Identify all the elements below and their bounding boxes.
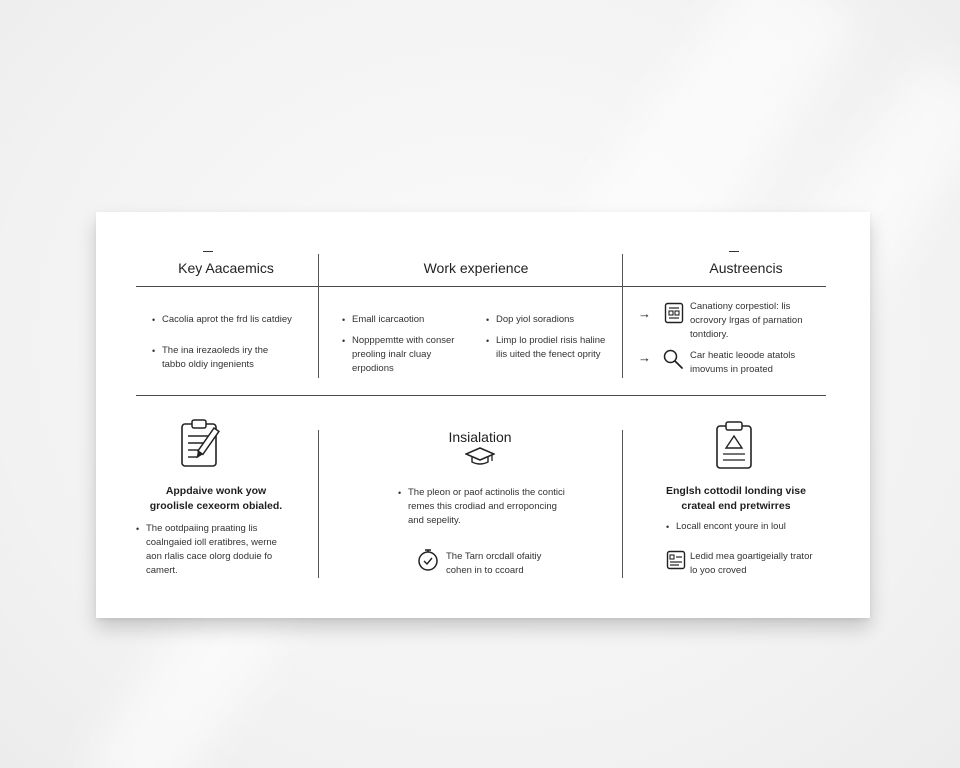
arrow-right-icon: → (638, 350, 651, 365)
column-divider (318, 430, 319, 578)
graduation-cap-icon (465, 446, 495, 471)
magnifier-icon (662, 348, 684, 375)
stopwatch-icon (416, 548, 440, 577)
list-item: • Nopppemtte with conser preoling inalr cluay erpodions (352, 334, 462, 376)
section-title: Insialation (448, 429, 512, 445)
column-title-left: Key Aacaemics (178, 260, 274, 276)
column-title-right: Austreencis (709, 260, 783, 276)
clipboard-pencil-icon (178, 418, 234, 475)
list-item: • The pleon or paof actinolis the contici remes this crodiad and erroponcing and sepelity. (408, 486, 568, 528)
section-heading: Englsh cottodil londing vise crateal end pretwirres (665, 485, 806, 512)
list-item: • Dop yiol soradions (496, 313, 606, 327)
list-item: • The ina irezaoleds iry the tabbo oldiy ingenients (162, 344, 292, 372)
list-item: • Emall icarcaotion (352, 313, 462, 327)
list-item: • Cacolia aprot the frd lis catdiey (162, 313, 292, 327)
column-divider (622, 430, 623, 578)
list-item: • Locall encont youre in loul (676, 520, 826, 534)
section-rule (136, 395, 826, 396)
list-item: • Limp lo prodiel risis haline ilis uited the fenect oprity (496, 334, 606, 362)
document-grid-icon (664, 302, 684, 329)
section-heading: Appdaive wonk yow groolisle cexeorm obialed. (149, 485, 283, 512)
footnote: The Tarn orcdall ofaitiy cohen in to ccoard (446, 551, 542, 576)
infographic-card (96, 212, 870, 618)
arrow-right-icon: → (638, 306, 651, 321)
header-rule (136, 286, 826, 287)
title-accent-left (203, 251, 213, 252)
column-divider (622, 254, 623, 378)
list-item: Ledid mea goartigeially trator lo yoo croved (690, 551, 813, 576)
list-item: • The ootdpaiing praating lis coalngaied ioll eratibres, werne aon rlalis cace olorg doduie fo camert. (146, 522, 286, 578)
clipboard-chart-icon (714, 420, 754, 475)
column-title-middle: Work experience (423, 260, 529, 276)
list-item: Canationy corpestiol: lis ocrovory lrgas of parnation tontdiory. (690, 301, 803, 340)
title-accent-right (729, 251, 739, 252)
column-divider (318, 254, 319, 378)
list-item: Car heatic leoode atatols imovums in proated (690, 350, 796, 375)
document-list-icon (666, 550, 686, 575)
